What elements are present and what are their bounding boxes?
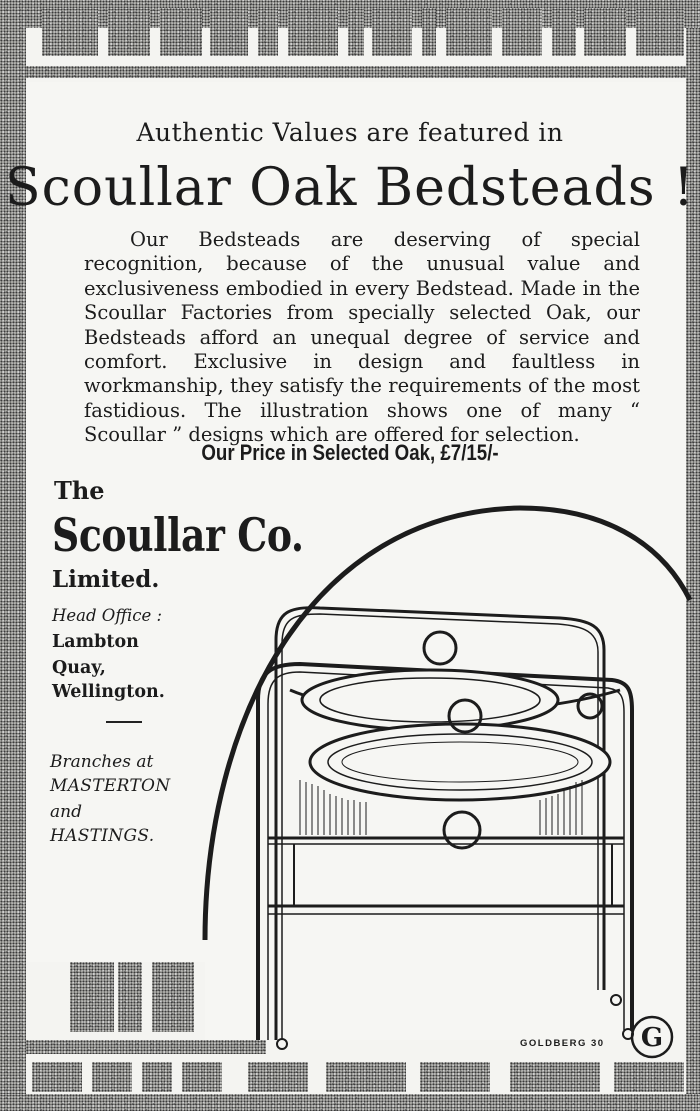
head-office-label: Head Office : [52,606,163,625]
address-line: Wellington. [52,682,165,702]
branch-and: and [50,802,82,822]
address-line: Lambton [52,632,139,652]
company-name: Scoullar Co. [52,508,304,562]
company-limited: Limited. [52,566,160,593]
branch-town: HASTINGS. [50,826,155,846]
body-paragraph [84,228,640,448]
body-copy: Our Bedsteads are deserving of special recognition, because of the unusual value and exclusiveness embodied in every Bedstead. Made in the Scoullar Factories from specially selected Oak, our Bedsteads afford an unequal degree of service and comfort. Exclusive in design and faultless in workmanship, they satisfy the requirements of the most fastidious. The illustration shows one of many “ Scoullar ” designs which are offered for selection. [84,228,640,447]
intro-line: Authentic Values are featured in [136,118,564,147]
divider [106,721,142,723]
artist-signature: GOLDBERG 30 [520,1038,605,1049]
address-line: Quay, [52,658,106,678]
company-the: The [54,476,105,505]
monogram-logo-icon [630,1015,674,1059]
svg-text:G: G [640,1023,664,1053]
price-line: Our Price in Selected Oak, £7/15/- [201,440,499,465]
branches-label: Branches at [50,752,154,772]
branch-town: MASTERTON [50,776,171,796]
headline: Scoullar Oak Bedsteads ! [5,158,695,218]
